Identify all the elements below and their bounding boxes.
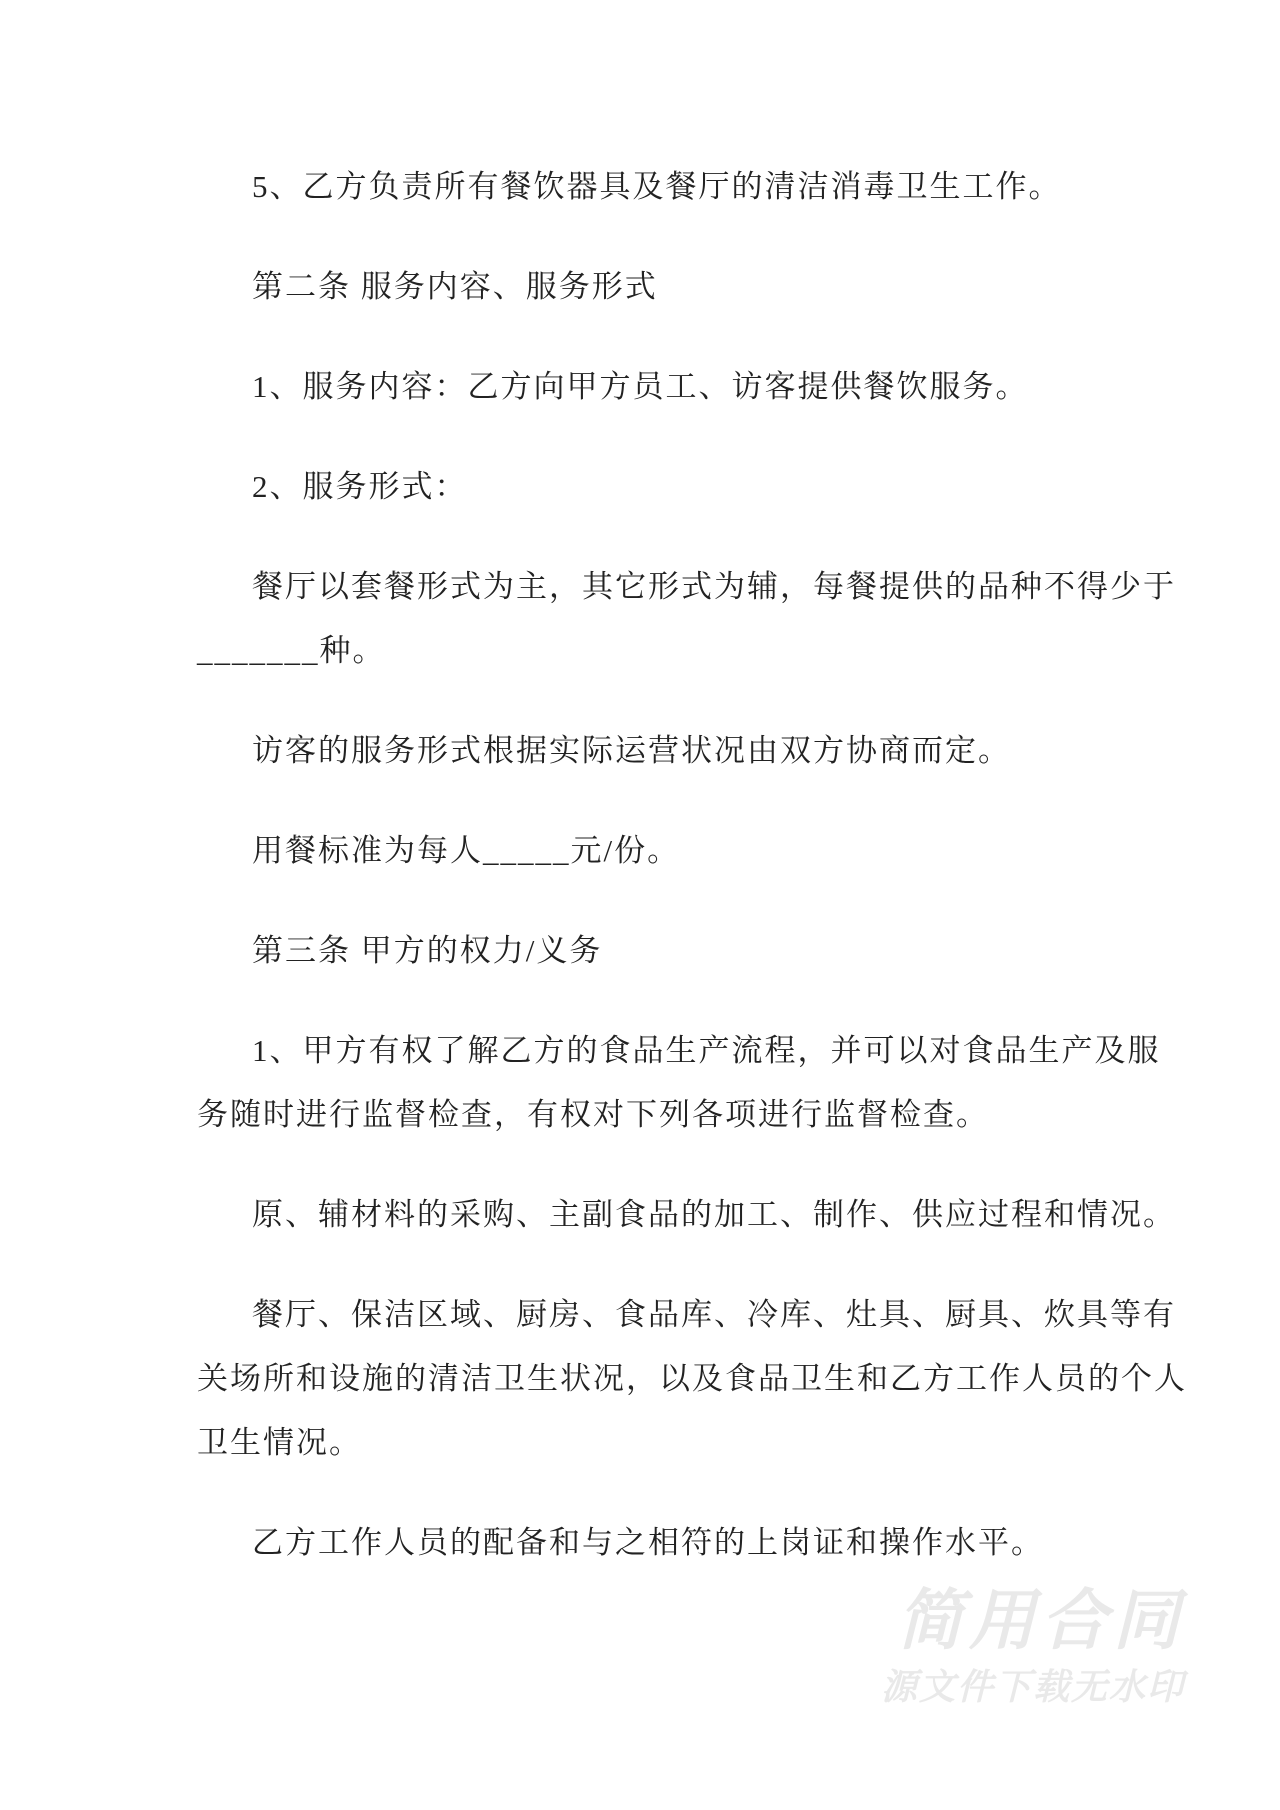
contract-line: 卫生情况。 — [197, 1425, 362, 1460]
watermark — [881, 1583, 1185, 1707]
contract-line-blank-field: 用餐标准为每人_____元/份。 — [252, 833, 681, 868]
contract-line: 餐厅、保洁区域、厨房、食品库、冷库、灶具、厨具、炊具等有 — [252, 1297, 1176, 1332]
contract-line-blank-field: _______种。 — [197, 633, 386, 668]
contract-body — [197, 155, 1197, 1575]
contract-section-heading: 第三条 甲方的权力/义务 — [252, 933, 603, 968]
contract-section-heading: 第二条 服务内容、服务形式 — [252, 269, 658, 304]
contract-line: 餐厅以套餐形式为主，其它形式为辅，每餐提供的品种不得少于 — [252, 569, 1176, 604]
contract-line: 1、服务内容：乙方向甲方员工、访客提供餐饮服务。 — [252, 369, 1029, 404]
watermark-brand-text: 简用合同 — [897, 1583, 1185, 1657]
contract-line: 务随时进行监督检查，有权对下列各项进行监督检查。 — [197, 1097, 989, 1132]
contract-line: 关场所和设施的清洁卫生状况，以及食品卫生和乙方工作人员的个人 — [197, 1361, 1187, 1396]
contract-line: 访客的服务形式根据实际运营状况由双方协商而定。 — [252, 733, 1011, 768]
contract-line: 1、甲方有权了解乙方的食品生产流程，并可以对食品生产及服 — [252, 1033, 1161, 1068]
contract-line: 乙方工作人员的配备和与之相符的上岗证和操作水平。 — [252, 1525, 1044, 1560]
contract-line: 原、辅材料的采购、主副食品的加工、制作、供应过程和情况。 — [252, 1197, 1176, 1232]
contract-line: 2、服务形式： — [252, 469, 468, 504]
watermark-tagline-text: 源文件下载无水印 — [880, 1666, 1185, 1707]
contract-line: 5、乙方负责所有餐饮器具及餐厅的清洁消毒卫生工作。 — [252, 169, 1062, 204]
